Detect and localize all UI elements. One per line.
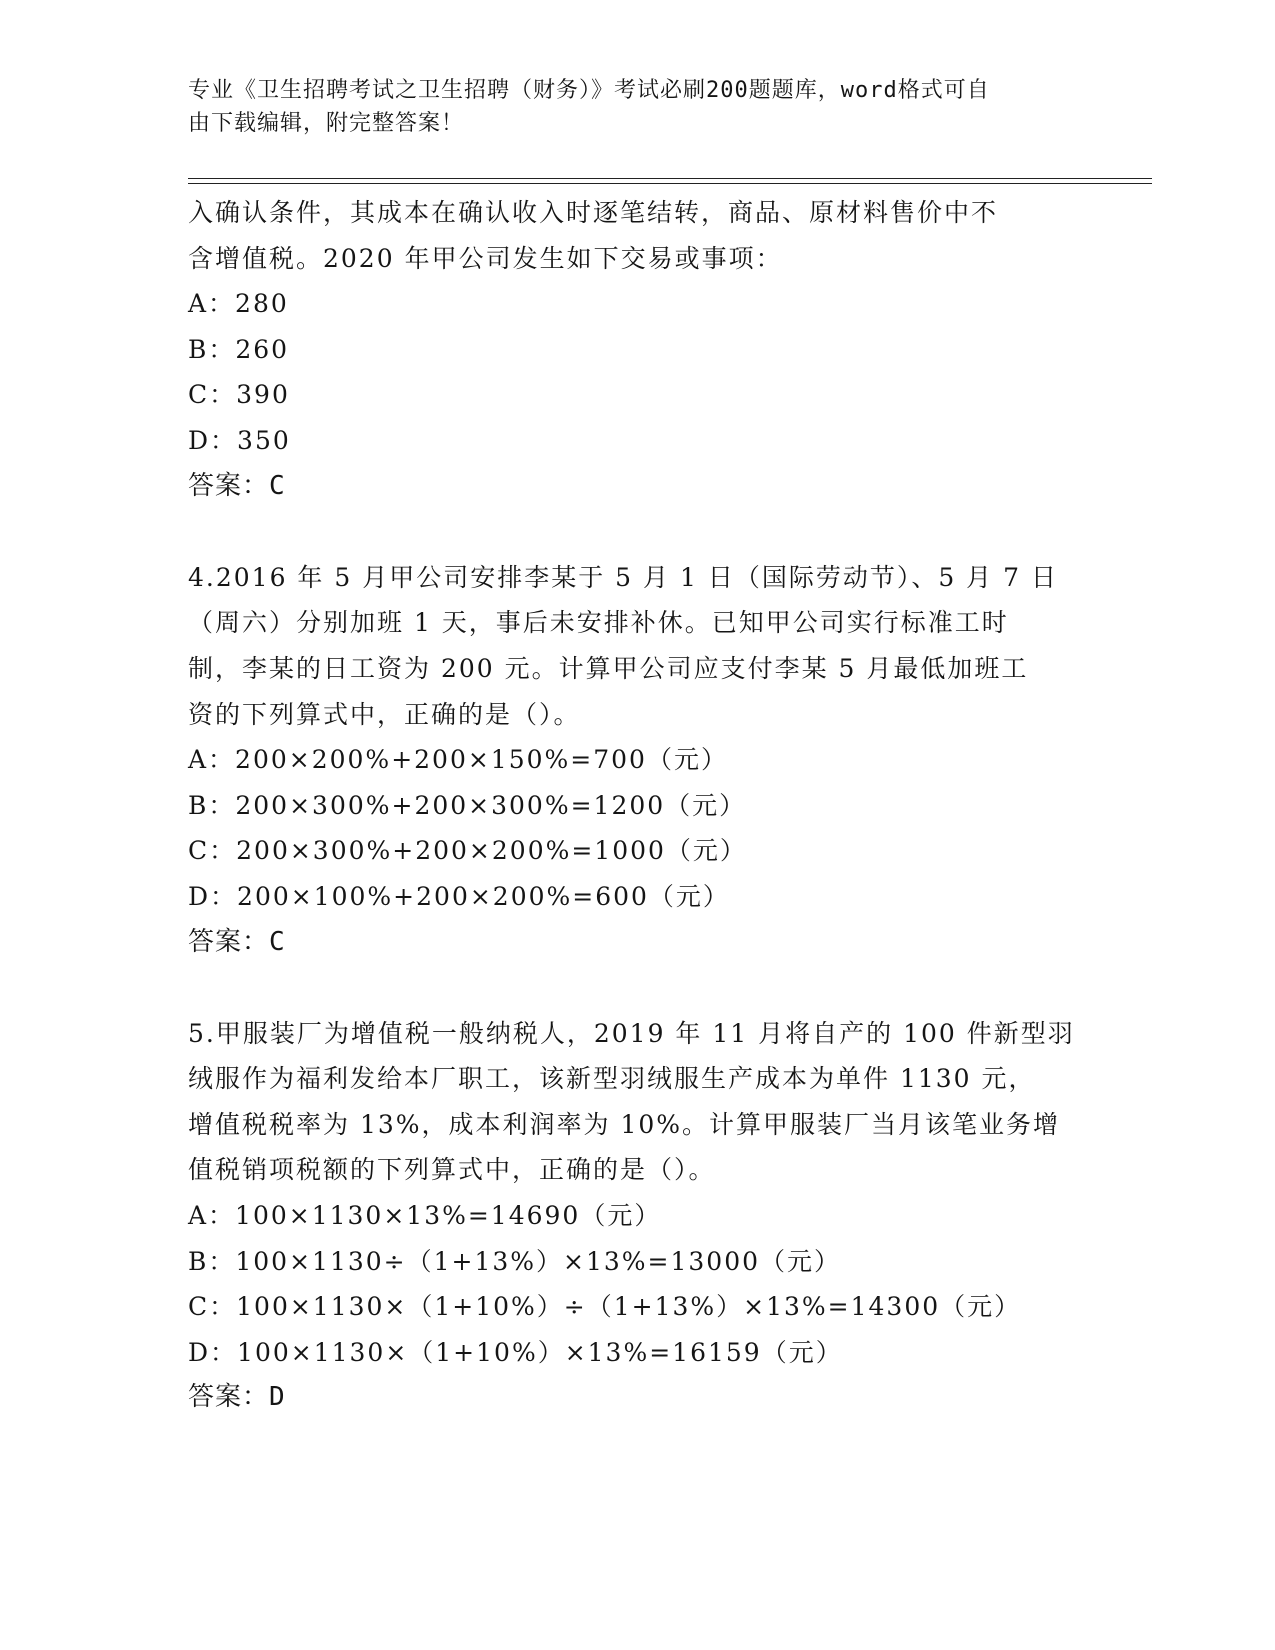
question-stem-line: 含增值税。2020 年甲公司发生如下交易或事项： xyxy=(188,243,783,273)
header-line-2: 由下载编辑，附完整答案！ xyxy=(188,111,465,136)
option-c: C：390 xyxy=(188,380,290,410)
option-d: D：100×1130×（1+10%）×13%=16159（元） xyxy=(188,1337,843,1367)
option-a: A：100×1130×13%=14690（元） xyxy=(188,1201,662,1231)
answer-line: 答案：C xyxy=(188,926,286,957)
option-b: B：200×300%+200×300%=1200（元） xyxy=(188,790,747,820)
answer-line: 答案：C xyxy=(188,470,286,501)
question-stem-line: 4.2016 年 5 月甲公司安排李某于 5 月 1 日（国际劳动节）、5 月 7 日 xyxy=(188,562,1058,592)
option-d: D：350 xyxy=(188,425,291,455)
header-line-1: 专业《卫生招聘考试之卫生招聘（财务）》考试必刷200题题库，word格式可自 xyxy=(188,78,990,103)
question-stem-line: 值税销项税额的下列算式中，正确的是（）。 xyxy=(188,1155,716,1185)
question-stem-line: 增值税税率为 13%，成本利润率为 10%。计算甲服装厂当月该笔业务增 xyxy=(188,1109,1061,1139)
option-d: D：200×100%+200×200%=600（元） xyxy=(188,881,730,911)
option-a: A：280 xyxy=(188,289,289,319)
question-stem-line: 制，李某的日工资为 200 元。计算甲公司应支付李某 5 月最低加班工 xyxy=(188,653,1029,683)
question-5 xyxy=(188,1011,1088,1421)
question-stem-line: 资的下列算式中，正确的是（）。 xyxy=(188,699,581,729)
question-stem-line: 5.甲服装厂为增值税一般纳税人，2019 年 11 月将自产的 100 件新型羽 xyxy=(188,1018,1075,1048)
header-divider-bottom xyxy=(188,183,1152,184)
paragraph-gap xyxy=(188,509,1088,555)
question-4 xyxy=(188,555,1088,965)
option-b: B：260 xyxy=(188,334,290,364)
page-header xyxy=(188,74,1068,140)
question-stem-line: （周六）分别加班 1 天，事后未安排补休。已知甲公司实行标准工时 xyxy=(188,608,1009,638)
answer-line: 答案：D xyxy=(188,1382,286,1413)
option-c: C：100×1130×（1+10%）÷（1+13%）×13%=14300（元） xyxy=(188,1292,1022,1322)
paragraph-gap xyxy=(188,965,1088,1011)
question-stem-line: 入确认条件，其成本在确认收入时逐笔结转，商品、原材料售价中不 xyxy=(188,198,999,227)
document-body xyxy=(188,190,1088,1421)
option-a: A：200×200%+200×150%=700（元） xyxy=(188,745,728,775)
question-3 xyxy=(188,190,1088,509)
option-b: B：100×1130÷（1+13%）×13%=13000（元） xyxy=(188,1246,842,1276)
header-divider-top xyxy=(188,178,1152,179)
option-c: C：200×300%+200×200%=1000（元） xyxy=(188,836,747,866)
question-stem-line: 绒服作为福利发给本厂职工，该新型羽绒服生产成本为单件 1130 元， xyxy=(188,1064,1036,1094)
